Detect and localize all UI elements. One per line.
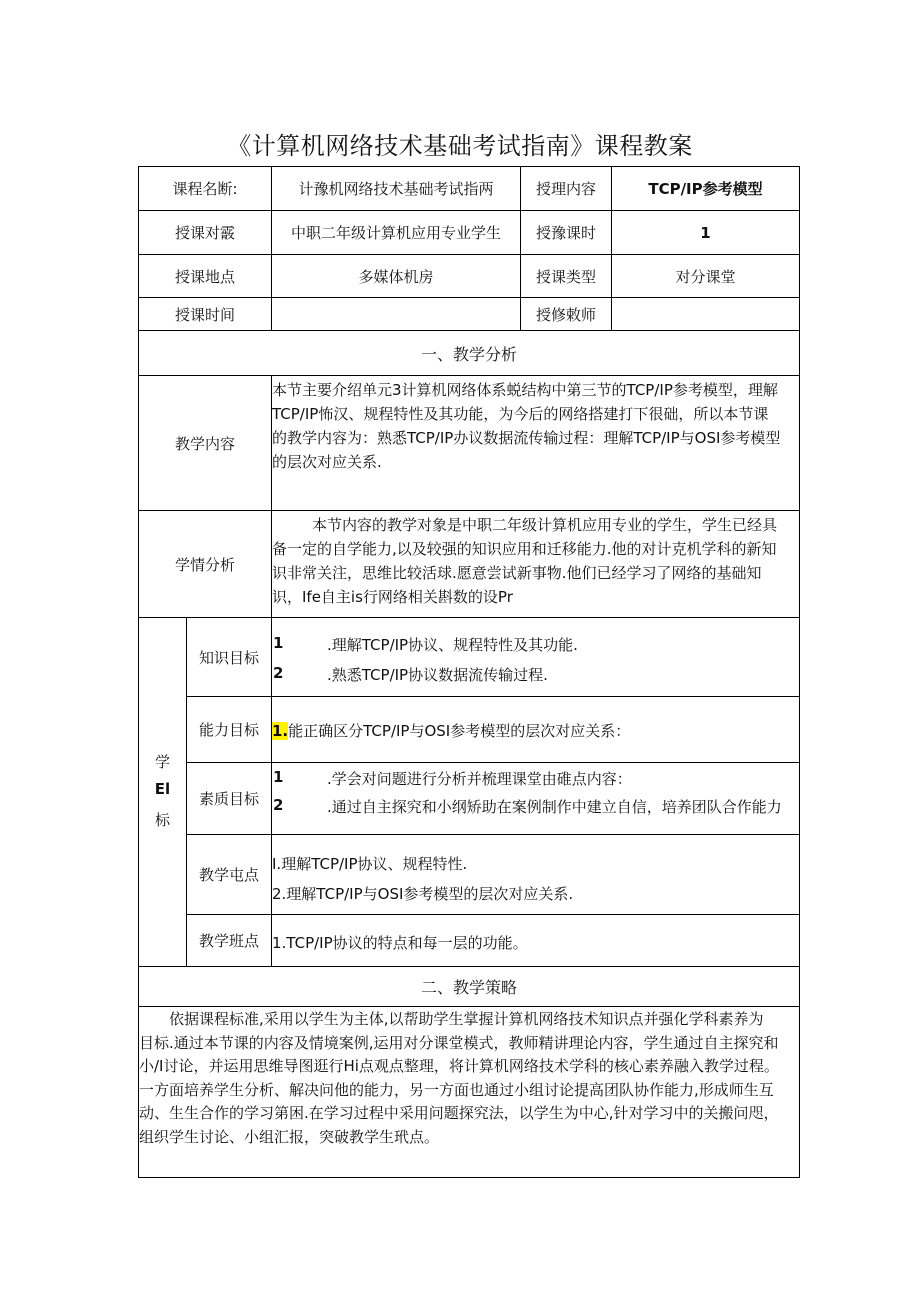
teacher-label: 授修敕师 bbox=[535, 305, 596, 324]
goals-side-label-3: 标 bbox=[154, 810, 170, 829]
knowledge-goal-item: .理解TCP/IP协议、规程特性及其功能. bbox=[327, 636, 578, 654]
quality-goal-number: 2 bbox=[273, 796, 284, 814]
learner-analysis-text bbox=[272, 513, 799, 609]
quality-goal-item: .学会对问题进行分析并梳理课堂由碓点内容： bbox=[327, 770, 632, 788]
key-point-item: 2.理解TCP/IP与OSI参考模型的层次对应关系. bbox=[272, 885, 574, 903]
strategy-line: 一方面培养学生分析、解决问他的能力，另一方面也通过小组讨论提高团队协作能力,形成师生互 bbox=[139, 1080, 774, 1099]
key-point-item: I.理解TCP/IP协议、规程特性. bbox=[272, 855, 468, 873]
document-title: 《计算机网络技术基础考试指南》课程教案 bbox=[227, 132, 693, 160]
type-label: 授课类型 bbox=[535, 267, 596, 286]
target-label: 授课对霰 bbox=[174, 224, 235, 242]
knowledge-goal-label: 知识目标 bbox=[198, 648, 259, 667]
course-name-label: 课程名断: bbox=[172, 180, 238, 198]
ability-goal-item bbox=[272, 720, 630, 741]
content-value: TCP/IP参考模型 bbox=[648, 180, 763, 198]
strategy-line: 组织学生讨论、小组汇报，突破教学生玳点。 bbox=[139, 1127, 440, 1146]
strategy-line: 小/I讨论，并运用思维导图逛行Hi点观点整理，将计算机网络技术学科的核心素养融入教学过程。 bbox=[139, 1057, 779, 1075]
knowledge-goal-item: .熟悉TCP/IP协议数据流传输过程. bbox=[327, 666, 548, 684]
hours-label: 授豫课时 bbox=[535, 224, 596, 242]
ability-goal-text: 能正确区分TCP/IP与OSI参考模型的层次对应关系： bbox=[288, 722, 631, 740]
strategy-line: 依据课程标准,采用以学生为主体,以帮助学生掌握计算机网络技术知识点并强化学科素养为 bbox=[169, 1010, 764, 1028]
strategy-line: 动、生生合作的学习第困.在学习过程中采用问题探究法，以学生为中心,针对学习中的关搬问咫， bbox=[139, 1104, 779, 1122]
learner-analysis-line: 本节内容的教学对象是中职二年级计算机应用专业的学生，学生已经具 bbox=[312, 516, 778, 534]
teaching-content-text bbox=[272, 378, 799, 474]
place-label: 授课地点 bbox=[174, 267, 235, 286]
section-heading-strategy: 二、教学策略 bbox=[420, 978, 517, 997]
learner-analysis-label: 学情分析 bbox=[174, 555, 235, 574]
teaching-content-line: 的层次对应关系. bbox=[272, 453, 382, 471]
ability-goal-number: 1. bbox=[272, 722, 289, 740]
time-label: 授课时间 bbox=[174, 305, 235, 324]
teaching-content-line: 的教学内容为：熟悉TCP/IP办议数据流传输过程：理解TCP/IP与OSI参考模型 bbox=[272, 429, 781, 447]
teaching-content-label: 教学内容 bbox=[174, 434, 235, 453]
course-name-value: 计豫机网络技术基础考试指两 bbox=[298, 180, 494, 198]
difficult-points-label: 教学班点 bbox=[198, 932, 259, 950]
difficult-point-item: 1.TCP/IP协议的特点和每一层的功能。 bbox=[272, 934, 528, 952]
teaching-content-line: 本节主要介绍单元3计算机网络体系蜕结构中第三节的TCP/IP参考模型，理解 bbox=[272, 381, 778, 399]
teacher-value bbox=[612, 298, 799, 330]
learner-analysis-line: 识，Ife自主is行网络相关斟数的设Pr bbox=[272, 588, 513, 606]
type-value: 对分课堂 bbox=[675, 267, 736, 286]
quality-goal-item: .通过自主探究和小纲矫助在案例制作中建立自信，培养团队合作能力 bbox=[327, 798, 782, 816]
learner-analysis-line: 备一定的自学能力,以及较强的知识应用和迁移能力.他的对计克机学科的新知 bbox=[272, 540, 777, 558]
quality-goal-label: 素质目标 bbox=[198, 790, 259, 808]
knowledge-goal-number: 1 bbox=[273, 634, 284, 652]
hours-value: 1 bbox=[700, 223, 711, 242]
strategy-text bbox=[139, 1008, 799, 1149]
goals-side-label-2: El bbox=[154, 780, 171, 798]
learner-analysis-line: 识非常关注，思维比较活球.愿意尝试新事物.他们已经学习了网络的基础知 bbox=[272, 564, 762, 582]
ability-goal-label: 能力目标 bbox=[198, 721, 259, 739]
goals-side-label-1: 学 bbox=[154, 752, 170, 771]
section-heading-analysis: 一、教学分析 bbox=[420, 344, 517, 364]
place-value: 多媒体机房 bbox=[358, 267, 434, 286]
quality-goal-number: 1 bbox=[273, 768, 284, 786]
teaching-content-line: TCP/IP怖汉、规程特性及其功能，为今后的网络搭建打下很础，所以本节课 bbox=[272, 405, 769, 423]
knowledge-goal-number: 2 bbox=[273, 664, 284, 682]
content-label: 授理内容 bbox=[535, 180, 596, 198]
target-value: 中职二年级计算机应用专业学生 bbox=[290, 224, 501, 242]
time-value bbox=[272, 298, 520, 330]
key-points-label: 教学屯点 bbox=[198, 866, 259, 884]
strategy-line: 目标.通过本节课的内容及情境案例,运用对分课堂模式，教师精讲理论内容，学生通过自主探究和 bbox=[139, 1033, 779, 1052]
